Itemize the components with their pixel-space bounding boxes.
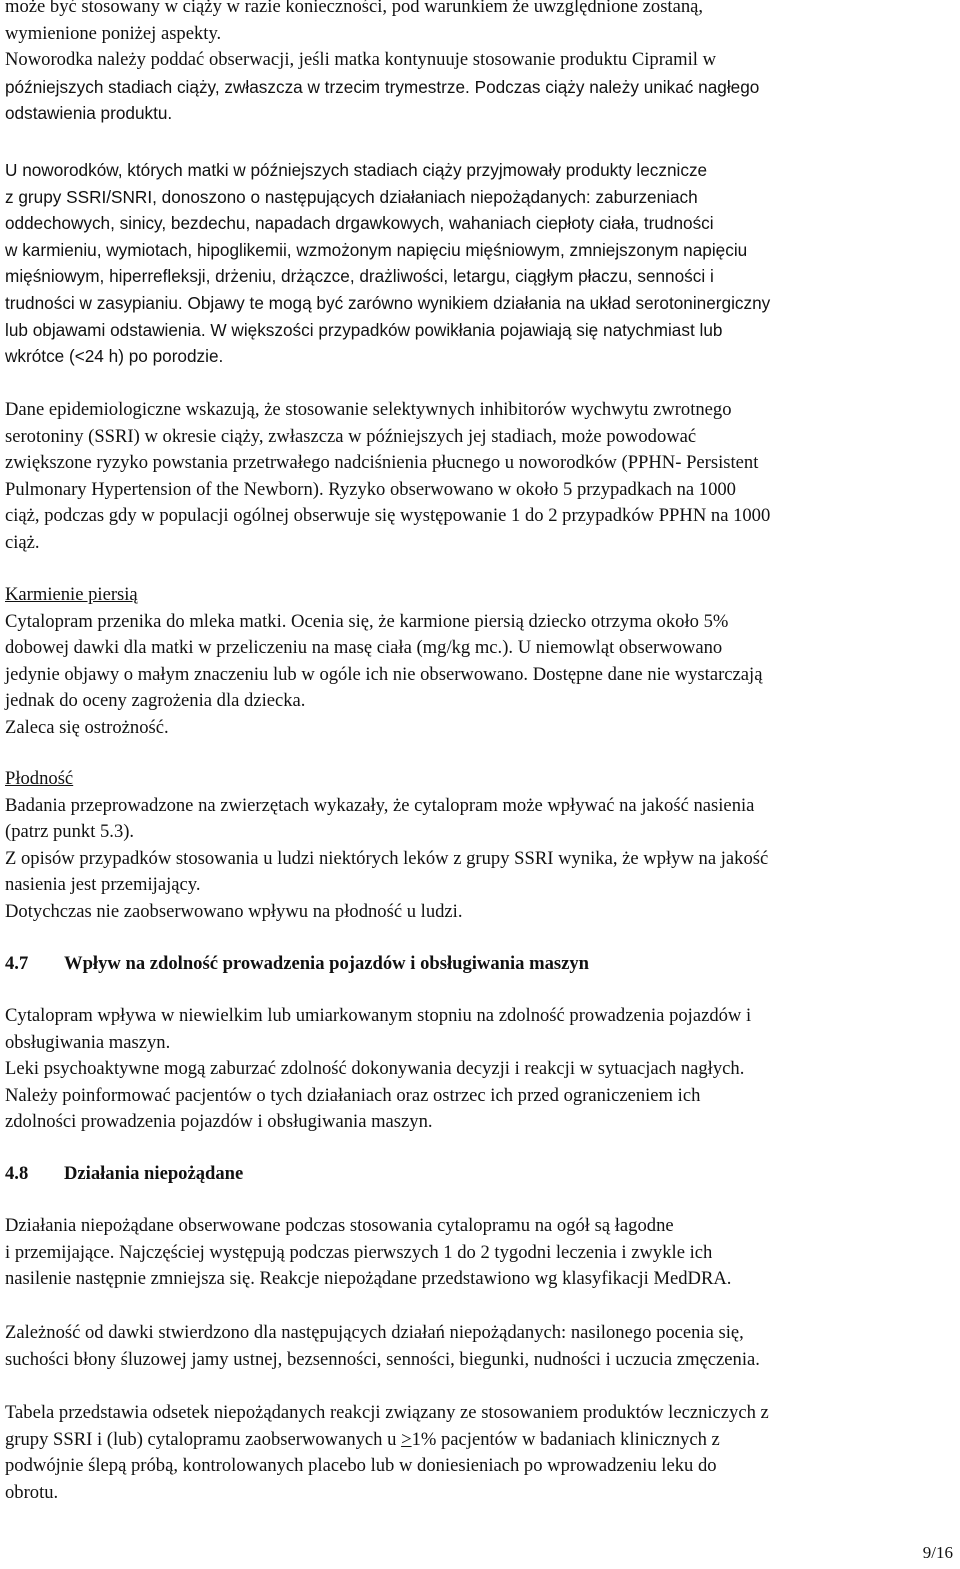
fertility-section — [5, 766, 768, 926]
section-4-7-heading — [5, 951, 589, 978]
text-line: Dane epidemiologiczne wskazują, że stosowanie selektywnych inhibitorów wychwytu zwrotnego — [5, 399, 732, 420]
section-4-8-heading — [5, 1161, 243, 1188]
section-title: Wpływ na zdolność prowadzenia pojazdów i obsługiwania maszyn — [64, 953, 590, 974]
text-line: obsługiwania maszyn. — [5, 1031, 171, 1053]
text-line: Noworodka należy poddać obserwacji, jeśli matka kontynuuje stosowanie produktu Cipramil w — [5, 49, 717, 71]
breastfeeding-section — [5, 582, 762, 742]
text-line: Z opisów przypadków stosowania u ludzi niektórych leków z grupy SSRI wynika, że wpływ na jakość — [5, 847, 769, 869]
text-line: w karmieniu, wymiotach, hipoglikemii, wzmożonym napięciu mięśniowym, zmniejszonym napięciu — [5, 239, 748, 260]
text-line: wymienione poniżej aspekty. — [5, 22, 222, 44]
text-line: mięśniowym, hiperrefleksji, drżeniu, drżączce, drażliwości, letargu, ciągłym płaczu, senności i — [5, 266, 714, 287]
greater-equal-sign: > — [401, 1428, 412, 1450]
text-line: Zaleca się ostrożność. — [5, 716, 169, 738]
text-line: wkrótce (<24 h) po porodzie. — [5, 346, 224, 367]
text-line: jedynie objawy o małym znaczeniu lub w ogóle ich nie obserwowano. Dostępne dane nie wystarczają — [5, 663, 763, 685]
section-title: Działania niepożądane — [64, 1163, 244, 1184]
breastfeeding-title: Karmienie piersią — [5, 584, 138, 605]
section-number: 4.8 — [5, 1163, 29, 1184]
text-line: nasienia jest przemijający. — [5, 874, 201, 896]
text-line: (patrz punkt 5.3). — [5, 821, 135, 843]
text-line: Zależność od dawki stwierdzono dla następujących działań niepożądanych: nasilonego pocenia się, — [5, 1322, 744, 1343]
text-line: oddechowych, sinicy, bezdechu, napadach drgawkowych, wahaniach ciepłoty ciała, trudności — [5, 213, 714, 234]
driving-paragraph — [5, 1003, 751, 1136]
fertility-title: Płodność — [5, 768, 74, 789]
text-line: z grupy SSRI/SNRI, donoszono o następujących działaniach niepożądanych: zaburzeniach — [5, 186, 698, 207]
text-line: może być stosowany w ciąży w razie konieczności, pod warunkiem że uwzględnione zostaną, — [5, 0, 704, 17]
text-line: Należy poinformować pacjentów o tych działaniach oraz ostrzec ich przed ograniczeniem ich — [5, 1084, 701, 1106]
text-line: dobowej dawki dla matki w przeliczeniu na masę ciała (mg/kg mc.). U niemowląt obserwowano — [5, 637, 723, 659]
text-line: jednak do oceny zagrożenia dla dziecka. — [5, 690, 306, 712]
epidemiology-paragraph — [5, 397, 770, 557]
text-line: późniejszych stadiach ciąży, zwłaszcza w trzecim trymestrze. Podczas ciąży należy unikać nagłego — [5, 76, 760, 97]
text-line: U noworodków, których matki w późniejszych stadiach ciąży przyjmowały produkty lecznicze — [5, 160, 708, 180]
text-line: obrotu. — [5, 1481, 59, 1503]
text-line: i przemijające. Najczęściej występują podczas pierwszych 1 do 2 tygodni leczenia i zwykle ich — [5, 1241, 713, 1263]
text-line: trudności w zasypianiu. Objawy te mogą być zarówno wynikiem działania na układ serotoninergiczny — [5, 292, 771, 313]
text-line: Cytalopram przenika do mleka matki. Ocenia się, że karmione piersią dziecko otrzyma około 5% — [5, 610, 729, 632]
text-line: Tabela przedstawia odsetek niepożądanych reakcji związany ze stosowaniem produktów leczniczych z — [5, 1402, 769, 1423]
text-line: podwójnie ślepą próbą, kontrolowanych placebo lub w doniesieniach po wprowadzeniu leku do — [5, 1455, 717, 1477]
text-line: lub objawami odstawienia. W większości przypadków powikłania pojawiają się natychmiast lub — [5, 319, 723, 340]
pregnancy-paragraph — [5, 0, 759, 127]
neonatal-effects-paragraph — [5, 157, 770, 370]
text-line: Dotychczas nie zaobserwowano wpływu na płodność u ludzi. — [5, 900, 463, 922]
text-line: serotoniny (SSRI) w okresie ciąży, zwłaszcza w późniejszych jej stadiach, może powodować — [5, 425, 697, 447]
text-line: suchości błony śluzowej jamy ustnej, bezsenności, senności, biegunki, nudności i uczucia zmęczenia. — [5, 1348, 760, 1370]
text-line: ciąż. — [5, 531, 40, 553]
text-line: Działania niepożądane obserwowane podczas stosowania cytalopramu na ogół są łagodne — [5, 1215, 674, 1236]
text-line: Cytalopram wpływa w niewielkim lub umiarkowanym stopniu na zdolność prowadzenia pojazdów i — [5, 1005, 752, 1026]
table-intro-paragraph — [5, 1400, 769, 1506]
text-line: nasilenie następnie zmniejsza się. Reakcje niepożądane przedstawiono wg klasyfikacji MedDRA. — [5, 1268, 732, 1290]
dose-dependence-paragraph — [5, 1320, 760, 1373]
text-line: zdolności prowadzenia pojazdów i obsługiwania maszyn. — [5, 1111, 433, 1133]
text-line: ciąż, podczas gdy w populacji ogólnej obserwuje się występowanie 1 do 2 przypadków PPHN na 1000 — [5, 505, 771, 527]
text-line: Leki psychoaktywne mogą zaburzać zdolność dokonywania decyzji i reakcji w sytuacjach nagłych. — [5, 1058, 745, 1080]
text-line: Pulmonary Hypertension of the Newborn). Ryzyko obserwowano w około 5 przypadkach na 1000 — [5, 478, 736, 500]
adverse-effects-paragraph — [5, 1213, 731, 1293]
page-number: 9/16 — [922, 1543, 953, 1562]
text-line: grupy SSRI i (lub) cytalopramu zaobserwowanych u >1% pacjentów w badaniach klinicznych z — [5, 1428, 720, 1450]
section-number: 4.7 — [5, 953, 29, 974]
text-line: zwiększone ryzyko powstania przetrwałego nadciśnienia płucnego u noworodków (PPHN- Persistent — [5, 452, 759, 474]
text-line: odstawienia produktu. — [5, 103, 173, 124]
text-line: Badania przeprowadzone na zwierzętach wykazały, że cytalopram może wpływać na jakość nasienia — [5, 794, 755, 816]
